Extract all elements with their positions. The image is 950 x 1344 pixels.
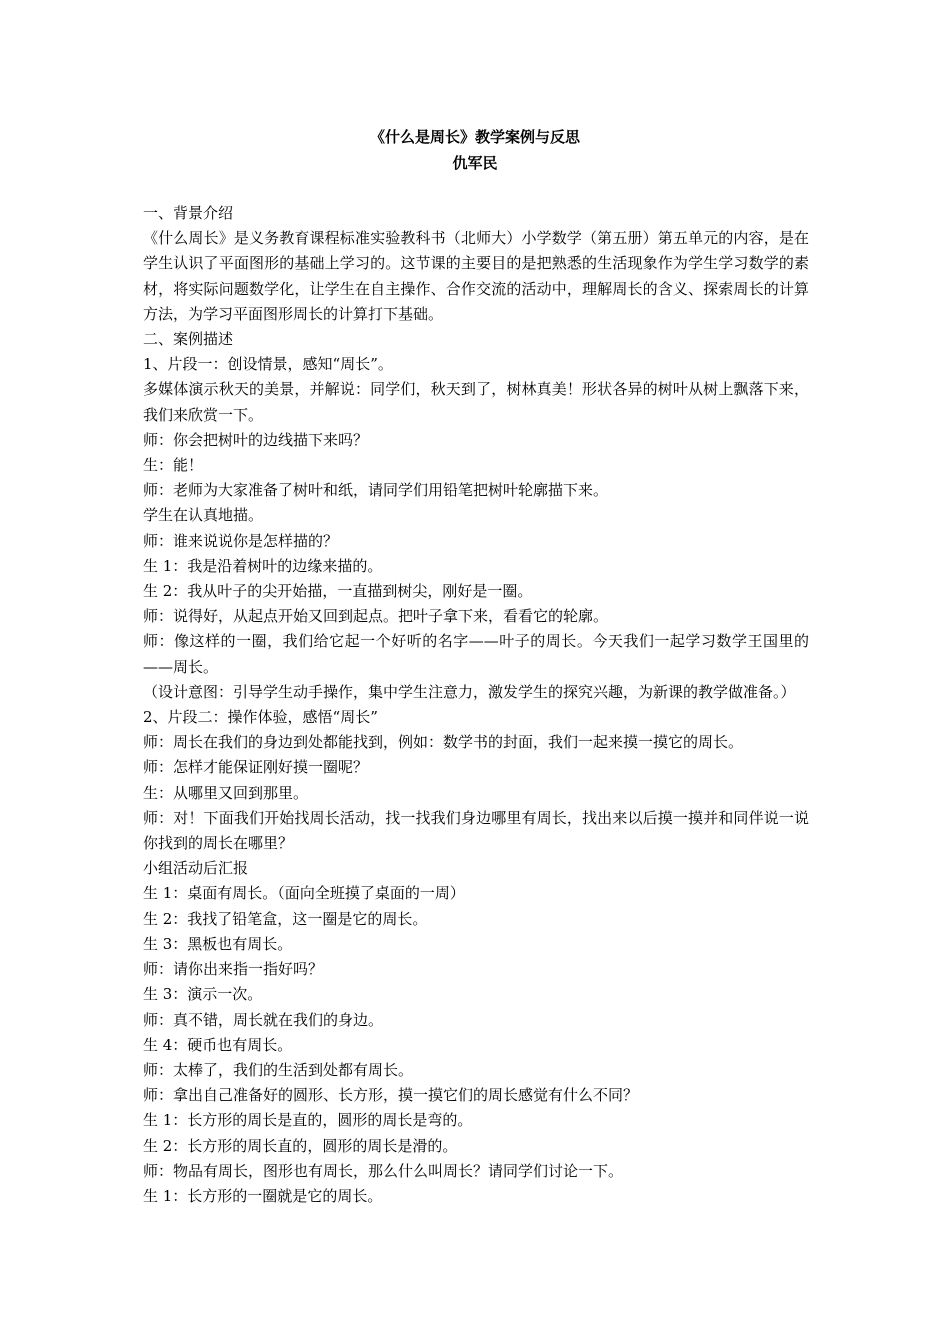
paragraph: 生 1：长方形的周长是直的，圆形的周长是弯的。 [143,1111,473,1130]
paragraph: 师：怎样才能保证刚好摸一圈呢？ [143,758,369,777]
paragraph: 生 1：桌面有周长。（面向全班摸了桌面的一周） [143,884,465,903]
paragraph: （设计意图：引导学生动手操作，集中学生注意力，激发学生的探究兴趣，为新课的教学做准备。） [143,682,796,701]
paragraph: 生 3：黑板也有周长。 [143,934,293,953]
paragraph: 师：说得好，从起点开始又回到起点。把叶子拿下来，看看它的轮廓。 [143,607,609,626]
paragraph: 师：请你出来指一指好吗？ [143,960,324,979]
document-body [143,201,809,1209]
paragraph: 2、片段二：操作体验，感悟“周长” [143,708,378,727]
paragraph: 生 1：长方形的一圈就是它的周长。 [143,1186,383,1205]
document-author: 仇军民 [452,154,498,172]
paragraph: 师：老师为大家准备了树叶和纸，请同学们用铅笔把树叶轮廓描下来。 [143,481,609,500]
paragraph: 师：物品有周长，图形也有周长，那么什么叫周长？请同学们讨论一下。 [143,1161,624,1180]
paragraph: 生：从哪里又回到那里。 [143,783,309,802]
paragraph: 师：真不错，周长就在我们的身边。 [143,1010,384,1029]
paragraph: 师：你会把树叶的边线描下来吗？ [143,430,369,449]
paragraph: 师：谁来说说你是怎样描的？ [143,531,339,550]
paragraph: 《什么周长》是义务教育课程标准实验教科书（北师大）小学数学（第五册）第五单元的内容，是在学生认识了平面图形的基础上学习的。这节课的主要目的是把熟悉的生活现象作为学生学习数学的素材，将实际问题数学化，让学生在自主操作、合作交流的活动中，理解周长的含义、探索周长的计算方法，为学习平面图形周长的计算打下基础。 [143,229,809,323]
paragraph: 师：周长在我们的身边到处都能找到，例如：数学书的封面，我们一起来摸一摸它的周长。 [143,733,744,752]
document-title: 《什么是周长》教学案例与反思 [369,128,580,146]
paragraph: 师：对！下面我们开始找周长活动，找一找我们身边哪里有周长，找出来以后摸一摸并和同伴说一说你找到的周长在哪里？ [143,808,809,853]
paragraph: 生 3：演示一次。 [143,985,263,1004]
paragraph: 师：太棒了，我们的生活到处都有周长。 [143,1060,414,1079]
paragraph: 生：能！ [143,456,204,475]
paragraph: 小组活动后汇报 [143,859,249,878]
paragraph: 生 2：长方形的周长直的，圆形的周长是滑的。 [143,1136,458,1155]
paragraph: 生 4：硬币也有周长。 [143,1035,293,1054]
paragraph: 二、案例描述 [143,330,234,349]
paragraph: 师：拿出自己准备好的圆形、长方形，摸一摸它们的周长感觉有什么不同？ [143,1086,639,1105]
paragraph: 生 2：我找了铅笔盒，这一圈是它的周长。 [143,909,428,928]
paragraph: 师：像这样的一圈，我们给它起一个好听的名字——叶子的周长。今天我们一起学习数学王国里的——周长。 [143,632,809,676]
paragraph: 1、片段一：创设情景，感知“周长”。 [143,355,393,374]
paragraph: 生 1：我是沿着树叶的边缘来描的。 [143,556,383,575]
paragraph: 多媒体演示秋天的美景，并解说：同学们，秋天到了，树林真美！形状各异的树叶从树上飘落下来，我们来欣赏一下。 [143,380,809,424]
paragraph: 一、背景介绍 [143,204,234,222]
paragraph: 学生在认真地描。 [143,506,264,525]
paragraph: 生 2：我从叶子的尖开始描，一直描到树尖，刚好是一圈。 [143,582,533,601]
